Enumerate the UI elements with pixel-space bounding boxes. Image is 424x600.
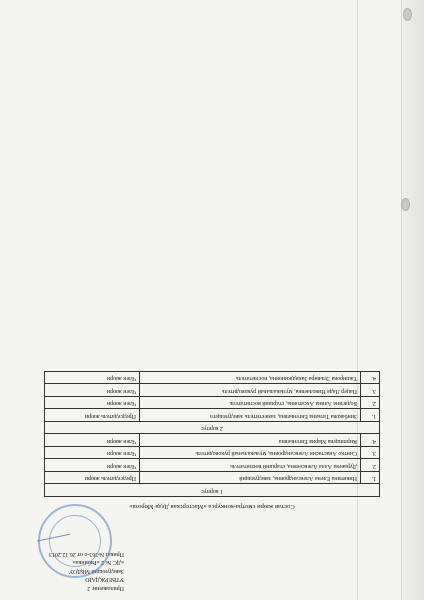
section-label: 2 корпус — [45, 422, 380, 435]
section-row — [45, 422, 380, 435]
table-row — [45, 409, 380, 422]
member-role: Член жюри — [45, 447, 140, 460]
document-title: Состав жюри смотра-конкурса «Мастерская Деда Мороза» — [129, 503, 295, 510]
row-number: 4. — [361, 372, 380, 385]
order-label: Приказ №363-о от 26.12.2013 — [48, 551, 124, 557]
table-row — [45, 447, 380, 460]
member-name: Синтко Анастасия Александровна, музыкальный руководитель — [140, 447, 361, 460]
section-label: 1 корпус — [45, 484, 380, 497]
head-label: Заведующий МБДОУ — [68, 568, 124, 574]
member-role: Председатель жюри — [45, 409, 140, 422]
appendix-label: Приложение 2 — [87, 585, 124, 591]
row-number: 2. — [361, 397, 380, 410]
member-name: Дураеева Алла Алексеевна, старший воспитатель — [140, 459, 361, 472]
row-number: 4. — [361, 434, 380, 447]
member-role: Член жюри — [45, 372, 140, 385]
member-name: Зинбакова Татьяна Евгеньевна, заместитель заведующего — [140, 409, 361, 422]
section-row — [45, 484, 380, 497]
row-number: 3. — [361, 447, 380, 460]
member-role: Член жюри — [45, 397, 140, 410]
member-role: Член жюри — [45, 434, 140, 447]
table-row — [45, 434, 380, 447]
row-number: 1. — [361, 472, 380, 485]
table-row — [45, 384, 380, 397]
member-name: Никитина Елена Александровна, заведующий — [140, 472, 361, 485]
member-name: Кирпищева Мария Евгеньевна — [140, 434, 361, 447]
member-role: Председатель жюри — [45, 472, 140, 485]
row-number: 3. — [361, 384, 380, 397]
jury-table — [44, 371, 380, 497]
table-row — [45, 472, 380, 485]
table-row — [45, 397, 380, 410]
member-name: Бодягина Алина Ахсатовна, старший воспитатель — [140, 397, 361, 410]
member-name: Таширова Эльвира Закиджиновна, воспитатель — [140, 372, 361, 385]
member-name: Пацер Лада Николаевна, музыкальный руководитель — [140, 384, 361, 397]
row-number: 2. — [361, 459, 380, 472]
org-label: «ДС № 2 «Рябинка» — [72, 559, 124, 566]
member-role: Член жюри — [45, 384, 140, 397]
member-role: Член жюри — [45, 459, 140, 472]
row-number: 1. — [361, 409, 380, 422]
approve-label: УТВЕРЖДАЮ — [85, 576, 124, 583]
table-row — [45, 459, 380, 472]
table-row — [45, 372, 380, 385]
